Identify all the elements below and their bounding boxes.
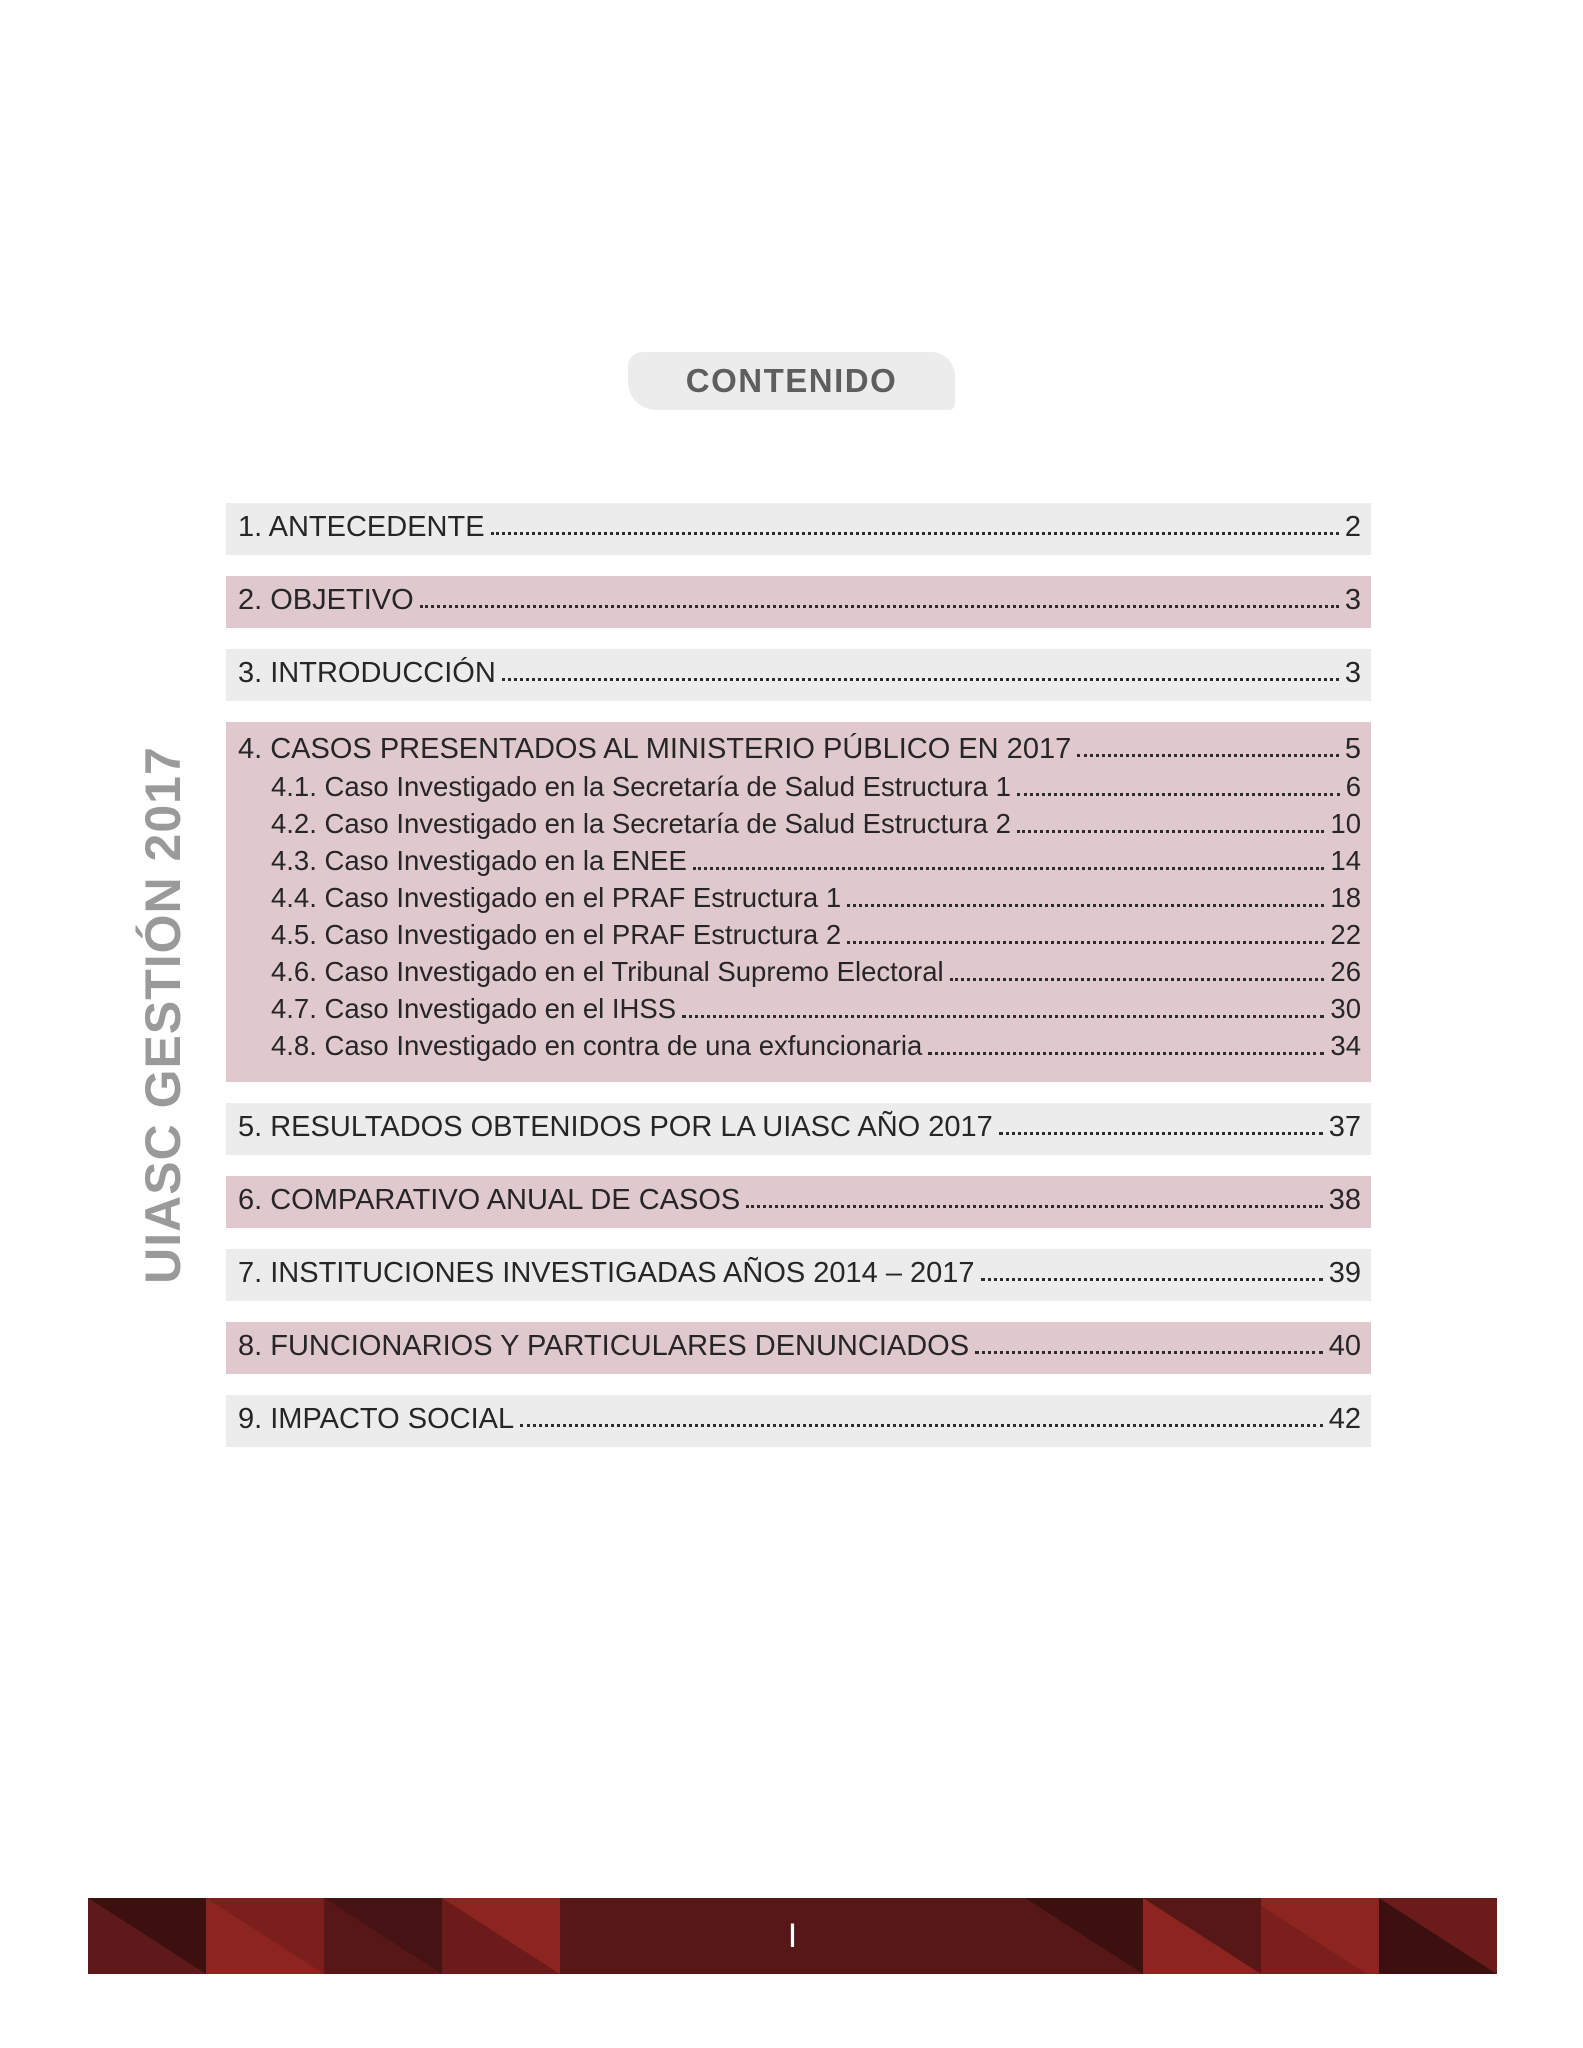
toc-entry-page: 2	[1344, 511, 1361, 543]
toc-entry-page: 38	[1328, 1184, 1361, 1216]
toc-entry-line[interactable]	[226, 503, 1371, 555]
dot-leader	[950, 978, 1325, 981]
toc-entry-page: 3	[1344, 657, 1361, 689]
dot-leader	[520, 1424, 1323, 1427]
dot-leader	[746, 1205, 1322, 1208]
sidebar-vertical-title: UIASC GESTIÓN 2017	[135, 746, 191, 1284]
dot-leader	[693, 867, 1325, 870]
toc-entry-label: 3. INTRODUCCIÓN	[238, 657, 496, 689]
dot-leader	[1077, 754, 1339, 757]
toc-entry-page: 18	[1330, 882, 1361, 913]
toc-subentry-line[interactable]	[226, 994, 1371, 1031]
dot-leader	[847, 904, 1324, 907]
toc-entry-page: 40	[1328, 1330, 1361, 1362]
toc-entry-page: 34	[1330, 1030, 1361, 1061]
footer-band	[88, 1898, 1497, 1974]
toc-entry-label: 4.3. Caso Investigado en la ENEE	[271, 845, 687, 876]
table-of-contents	[226, 503, 1371, 1468]
page-title: CONTENIDO	[685, 362, 898, 399]
toc-subentry-line[interactable]	[226, 883, 1371, 920]
toc-entry-label: 4.5. Caso Investigado en el PRAF Estructura 2	[271, 919, 842, 950]
toc-entry-page: 3	[1344, 584, 1361, 616]
toc-entry-page: 10	[1330, 808, 1361, 839]
toc-entry-line[interactable]	[226, 1103, 1371, 1155]
toc-entry-label: 5. RESULTADOS OBTENIDOS POR LA UIASC AÑO 2017	[238, 1111, 993, 1143]
toc-subentry-line[interactable]	[226, 920, 1371, 957]
toc-row[interactable]	[226, 649, 1371, 701]
toc-entry-label: 4.4. Caso Investigado en el PRAF Estructura 1	[271, 882, 842, 913]
toc-entry-line[interactable]	[226, 730, 1371, 772]
dot-leader	[1017, 793, 1340, 796]
toc-entry-line[interactable]	[226, 576, 1371, 628]
dot-leader	[999, 1132, 1323, 1135]
toc-row[interactable]	[226, 1176, 1371, 1228]
toc-row[interactable]	[226, 1395, 1371, 1447]
toc-row[interactable]	[226, 722, 1371, 1082]
toc-entry-label: 4.6. Caso Investigado en el Tribunal Supremo Electoral	[271, 956, 944, 987]
toc-entry-page: 37	[1328, 1111, 1361, 1143]
dot-leader	[847, 941, 1324, 944]
toc-entry-label: 4.2. Caso Investigado en la Secretaría de Salud Estructura 2	[271, 808, 1011, 839]
toc-entry-label: 4.1. Caso Investigado en la Secretaría de Salud Estructura 1	[271, 771, 1011, 802]
dot-leader	[1017, 830, 1325, 833]
toc-row[interactable]	[226, 1103, 1371, 1155]
toc-row[interactable]	[226, 503, 1371, 555]
toc-entry-page: 42	[1328, 1403, 1361, 1435]
toc-entry-page: 14	[1330, 845, 1361, 876]
dot-leader	[975, 1351, 1323, 1354]
toc-entry-line[interactable]	[226, 649, 1371, 701]
toc-entry-page: 6	[1345, 771, 1361, 802]
page-number: I	[787, 1916, 798, 1955]
toc-entry-label: 1. ANTECEDENTE	[238, 511, 485, 543]
toc-entry-line[interactable]	[226, 1322, 1371, 1374]
dot-leader	[928, 1052, 1324, 1055]
toc-entry-label: 4. CASOS PRESENTADOS AL MINISTERIO PÚBLICO EN 2017	[238, 733, 1072, 765]
toc-entry-label: 8. FUNCIONARIOS Y PARTICULARES DENUNCIADOS	[238, 1330, 970, 1362]
contenido-header-badge	[628, 352, 955, 410]
toc-entry-label: 9. IMPACTO SOCIAL	[238, 1403, 515, 1435]
toc-subentry-line[interactable]	[226, 809, 1371, 846]
toc-entry-page: 26	[1330, 956, 1361, 987]
toc-entry-page: 39	[1328, 1257, 1361, 1289]
toc-entry-line[interactable]	[226, 1176, 1371, 1228]
toc-entry-label: 7. INSTITUCIONES INVESTIGADAS AÑOS 2014 – 2017	[238, 1257, 975, 1289]
toc-entry-label: 4.7. Caso Investigado en el IHSS	[271, 993, 677, 1024]
toc-entry-label: 2. OBJETIVO	[238, 584, 414, 616]
toc-subentry-line[interactable]	[226, 1031, 1371, 1068]
toc-entry-label: 6. COMPARATIVO ANUAL DE CASOS	[238, 1184, 741, 1216]
toc-row[interactable]	[226, 1249, 1371, 1301]
toc-entry-line[interactable]	[226, 1395, 1371, 1447]
toc-subentry-line[interactable]	[226, 957, 1371, 994]
toc-entry-line[interactable]	[226, 1249, 1371, 1301]
dot-leader	[682, 1015, 1324, 1018]
dot-leader	[491, 532, 1339, 535]
toc-entry-page: 30	[1330, 993, 1361, 1024]
toc-subentry-line[interactable]	[226, 846, 1371, 883]
dot-leader	[420, 605, 1339, 608]
toc-subentry-line[interactable]	[226, 772, 1371, 809]
toc-entry-page: 22	[1330, 919, 1361, 950]
toc-row[interactable]	[226, 576, 1371, 628]
toc-entry-label: 4.8. Caso Investigado en contra de una exfuncionaria	[271, 1030, 923, 1061]
dot-leader	[502, 678, 1339, 681]
dot-leader	[981, 1278, 1323, 1281]
toc-entry-page: 5	[1344, 733, 1361, 765]
toc-row[interactable]	[226, 1322, 1371, 1374]
